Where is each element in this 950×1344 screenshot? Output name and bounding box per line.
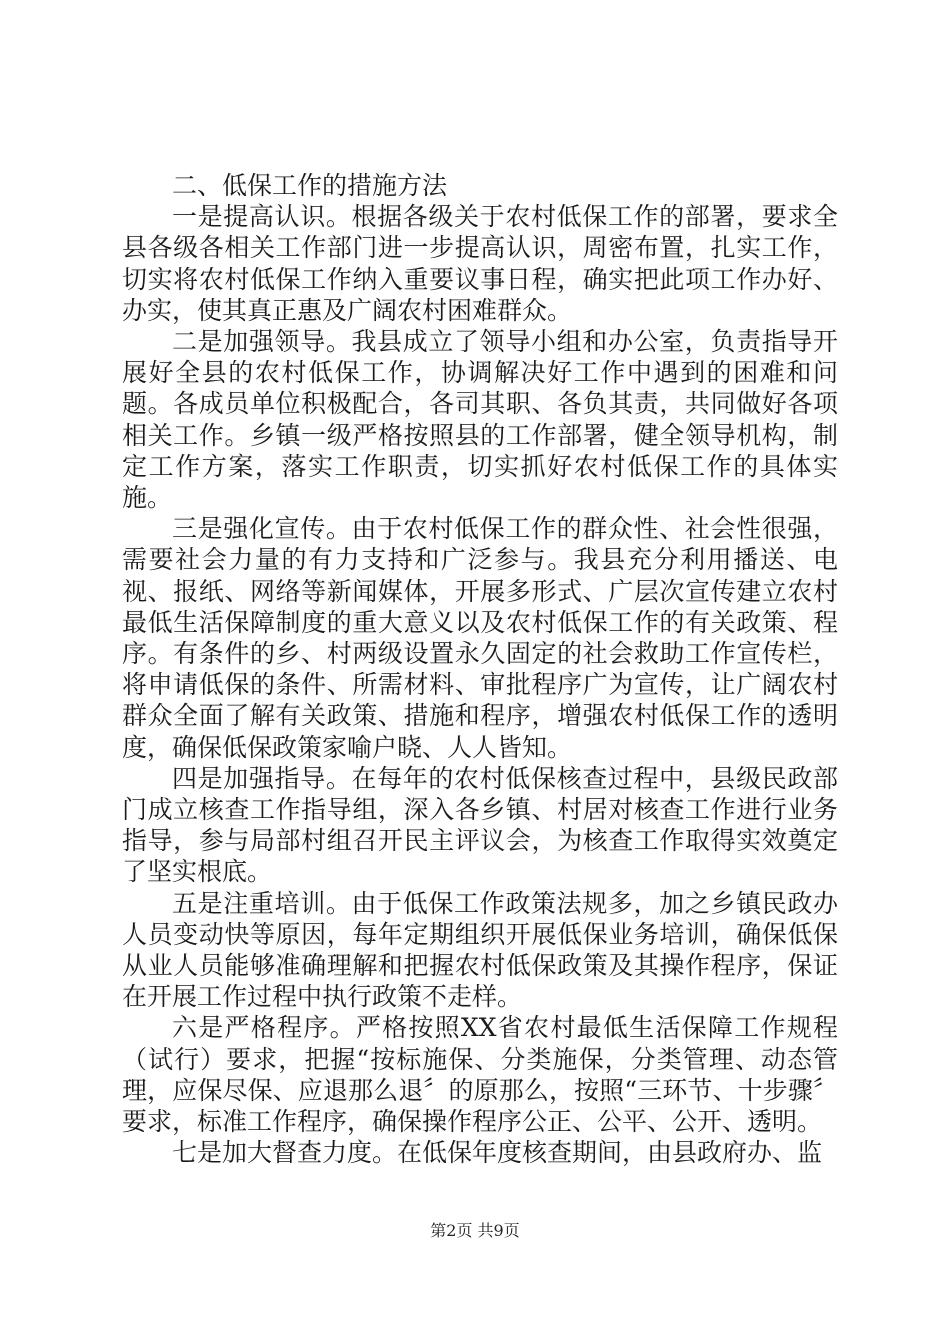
page-footer: 第2页 共9页 [430, 1221, 520, 1240]
paragraph-2: 二是加强领导。我县成立了领导小组和办公室，负责指导开展好全县的农村低保工作，协调解决好工作中遇到的困难和问题。各成员单位积极配合，各司其职、各负其责，共同做好各项相关工作。乡镇一级严格按照县的工作部署，健全领导机构，制定工作方案，落实工作职责，切实抓好农村低保工作的具体实施。 [122, 327, 838, 513]
document-body [122, 170, 838, 1169]
section-heading: 二、低保工作的措施方法 [172, 171, 448, 200]
paragraph-5: 五是注重培训。由于低保工作政策法规多，加之乡镇民政办人员变动快等原因，每年定期组织开展低保业务培训，确保低保从业人员能够准确理解和把握农村低保政策及其操作程序，保证在开展工作过程中执行政策不走样。 [122, 888, 838, 1012]
paragraph-1: 一是提高认识。根据各级关于农村低保工作的部署，要求全县各级各相关工作部门进一步提高认识，周密布置，扎实工作，切实将农村低保工作纳入重要议事日程，确实把此项工作办好、办实，使其真正惠及广阔农村困难群众。 [122, 202, 838, 325]
paragraph-4: 四是加强指导。在每年的农村低保核查过程中，县级民政部门成立核查工作指导组，深入各乡镇、村居对核查工作进行业务指导，参与局部村组召开民主评议会，为核查工作取得实效奠定了坚实根底。 [122, 763, 838, 887]
paragraph-3: 三是强化宣传。由于农村低保工作的群众性、社会性很强，需要社会力量的有力支持和广泛参与。我县充分利用播送、电视、报纸、网络等新闻媒体，开展多形式、广层次宣传建立农村最低生活保障制度的重大意义以及农村低保工作的有关政策、程序。有条件的乡、村两级设置永久固定的社会救助工作宣传栏，将申请低保的条件、所需材料、审批程序广为宣传，让广阔农村群众全面了解有关政策、措施和程序，增强农村低保工作的透明度，确保低保政策家喻户晓、人人皆知。 [122, 514, 838, 762]
paragraph-7: 七是加大督查力度。在低保年度核查期间，由县政府办、监 [172, 1138, 823, 1168]
paragraph-6: 六是严格程序。严格按照XX省农村最低生活保障工作规程（试行）要求，把握“按标施保、分类施保，分类管理、动态管理，应保尽保、应退那么退〞的原那么，按照“三环节、十步骤〞要求，标准工作程序，确保操作程序公正、公平、公开、透明。 [122, 1013, 838, 1137]
